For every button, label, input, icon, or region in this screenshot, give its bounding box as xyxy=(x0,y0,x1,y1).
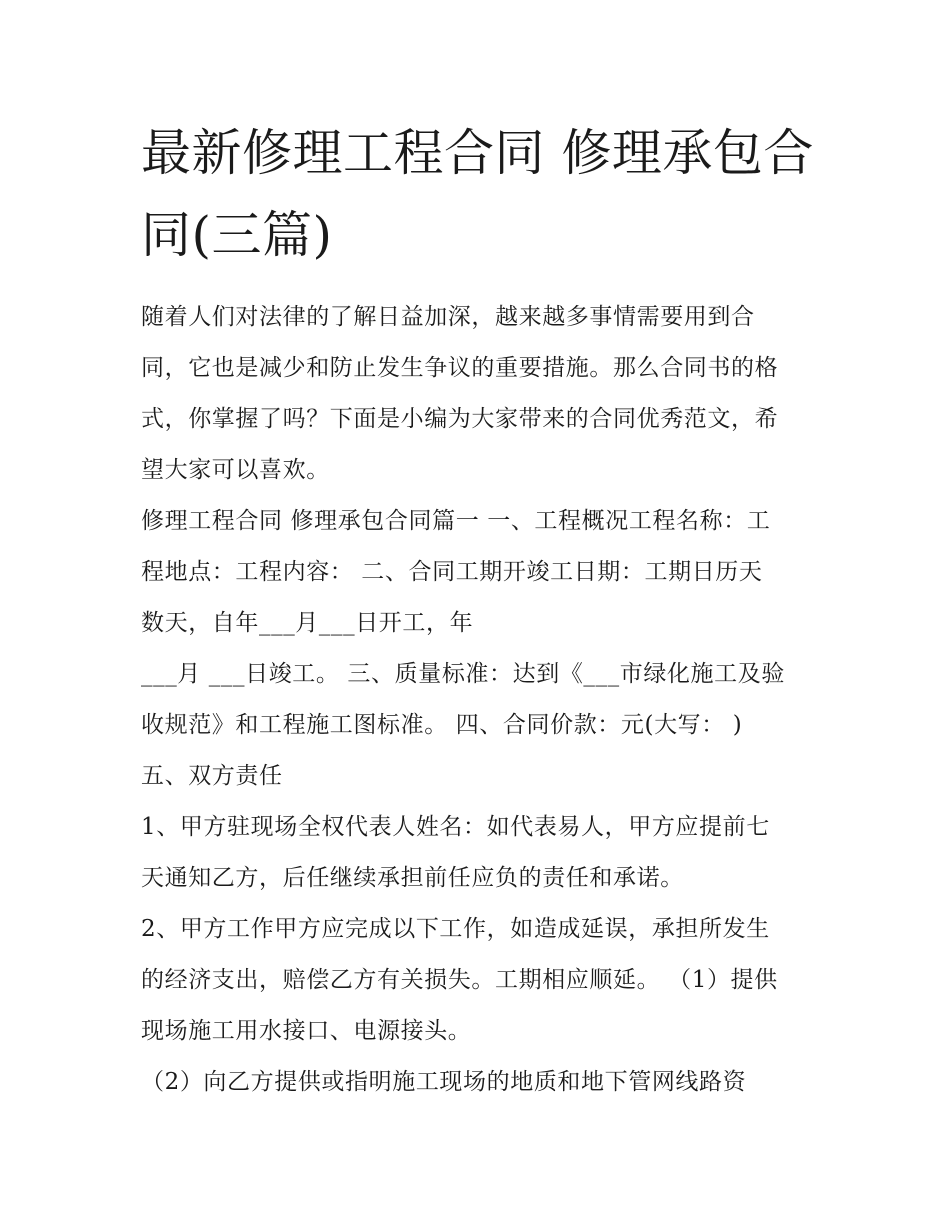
text-line: 修理工程合同 修理承包合同篇一 一、工程概况工程名称：工 xyxy=(141,508,771,534)
text-line: 数天，自年___月___日开工，年 xyxy=(141,610,474,636)
clause-2-paragraph xyxy=(141,904,821,1057)
document-title xyxy=(141,112,821,276)
text-line: 的经济支出，赔偿乙方有关损失。工期相应顺延。 （1）提供 xyxy=(141,967,778,993)
text-line: 五、双方责任 xyxy=(141,763,283,789)
text-line: 程地点：工程内容： 二、合同工期开竣工日期：工期日历天 xyxy=(141,559,763,585)
text-line: 现场施工用水接口、电源接头。 xyxy=(141,1018,472,1044)
title-line: 同(三篇) xyxy=(141,206,333,264)
intro-paragraph xyxy=(141,292,821,496)
title-line: 最新修理工程合同 修理承包合 xyxy=(141,124,814,182)
text-line: 望大家可以喜欢。 xyxy=(141,457,330,483)
clause-2-item-2-paragraph xyxy=(141,1057,821,1108)
contract-overview-paragraph xyxy=(141,496,821,751)
text-line: 式，你掌握了吗？下面是小编为大家带来的合同优秀范文，希 xyxy=(141,406,779,432)
text-line: 同，它也是减少和防止发生争议的重要措施。那么合同书的格 xyxy=(141,355,779,381)
text-line: ___月 ___日竣工。 三、质量标准：达到《___市绿化施工及验 xyxy=(141,661,785,687)
clause-1-paragraph xyxy=(141,802,821,904)
text-line: 随着人们对法律的了解日益加深，越来越多事情需要用到合 xyxy=(141,304,755,330)
text-line: 天通知乙方，后任继续承担前任应负的责任和承诺。 xyxy=(141,865,684,891)
text-line: 收规范》和工程施工图标准。 四、合同价款：元(大写： ) xyxy=(141,712,743,738)
text-line: 1、甲方驻现场全权代表人姓名：如代表易人，甲方应提前七 xyxy=(141,814,770,840)
text-line: （2）向乙方提供或指明施工现场的地质和地下管网线路资 xyxy=(141,1069,747,1095)
document-page xyxy=(141,112,821,1108)
text-line: 2、甲方工作甲方应完成以下工作，如造成延误，承担所发生 xyxy=(141,916,770,942)
section-heading-responsibilities xyxy=(141,751,821,802)
